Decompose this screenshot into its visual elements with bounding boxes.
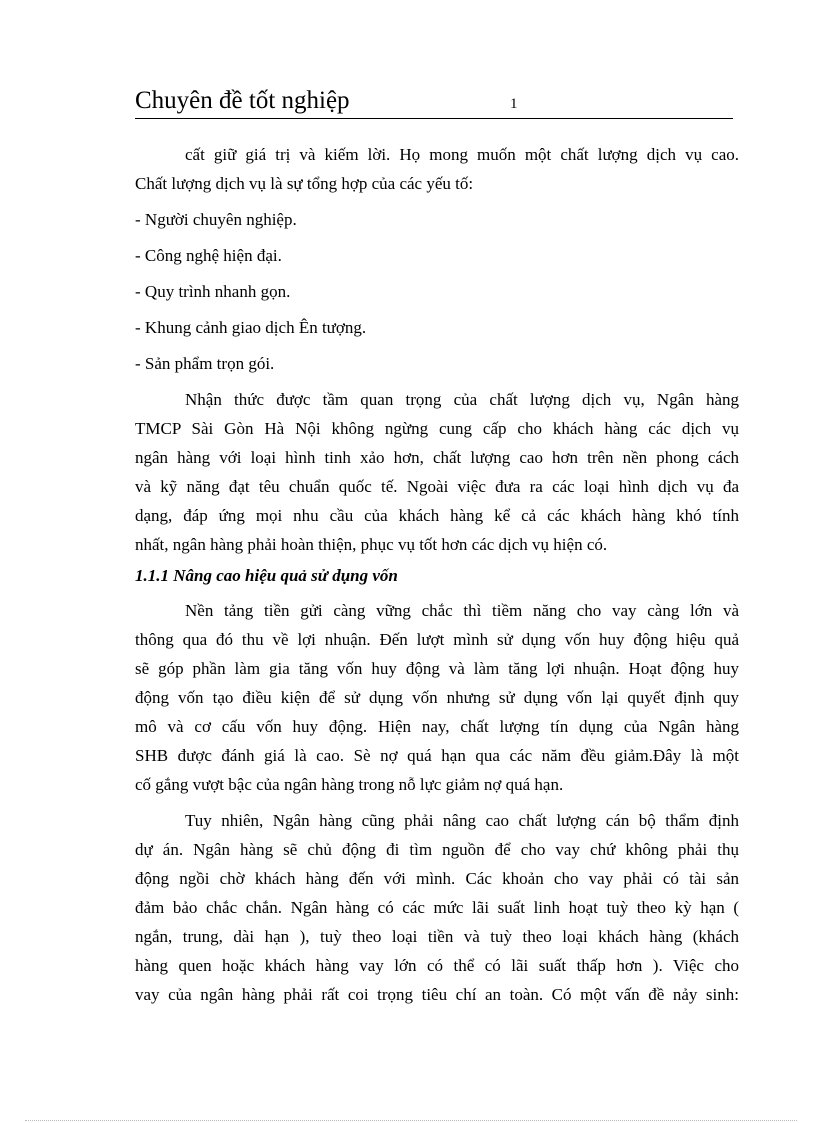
list-item: - Khung cảnh giao dịch Ên tượng. [135, 318, 367, 337]
text-line: nhất, ngân hàng phải hoàn thiện, phục vụ tốt hơn các dịch vụ hiện có. [135, 535, 608, 554]
text-line: dự án. Ngân hàng sẽ chủ động đi tìm nguồn để cho vay chứ không phải thụ [135, 840, 739, 859]
header-title: Chuyên đề tốt nghiệp [135, 87, 350, 114]
paragraph-4 [135, 806, 739, 1009]
text-line: ngắn, trung, dài hạn ), tuỳ theo loại tiền và tuỳ theo loại khách hàng (khách [135, 927, 739, 946]
text-line: Chất lượng dịch vụ là sự tổng hợp của các yếu tố: [135, 174, 474, 193]
text-line: và kỹ năng đạt têu chuẩn quốc tế. Ngoài việc đưa ra các loại hình dịch vụ đa [135, 477, 739, 496]
bullet-list [135, 205, 739, 378]
text-line: động vốn tạo điều kiện để sử dụng vốn nhưng sử dụng vốn lại quyết định quy [135, 688, 739, 707]
list-item: - Công nghệ hiện đại. [135, 246, 282, 265]
text-line: TMCP Sài Gòn Hà Nội không ngừng cung cấp cho khách hàng các dịch vụ [135, 419, 739, 438]
text-line: sẽ góp phần làm gia tăng vốn huy động và làm tăng lợi nhuận. Hoạt động huy [135, 659, 739, 678]
text-line: vay của ngân hàng phải rất coi trọng tiêu chí an toàn. Có một vấn đề nảy sinh: [135, 985, 739, 1004]
text-line: mô và cơ cấu vốn huy động. Hiện nay, chất lượng tín dụng của Ngân hàng [135, 717, 739, 736]
paragraph-1 [135, 140, 739, 198]
list-item: - Người chuyên nghiệp. [135, 210, 297, 229]
document-body [135, 140, 739, 1009]
text-line: Nền tảng tiền gửi càng vững chắc thì tiềm năng cho vay càng lớn và [185, 601, 739, 620]
page-bottom-border [25, 1120, 797, 1121]
section-heading: 1.1.1 Nâng cao hiệu quả sử dụng vốn [135, 566, 398, 585]
page-header [135, 86, 733, 119]
list-item: - Quy trình nhanh gọn. [135, 282, 291, 301]
text-line: Tuy nhiên, Ngân hàng cũng phải nâng cao chất lượng cán bộ thẩm định [185, 811, 739, 830]
text-line: SHB được đánh giá là cao. Sè nợ quá hạn qua các năm đều giảm.Đây là một [135, 746, 739, 765]
text-line: đảm bảo chắc chắn. Ngân hàng có các mức lãi suất linh hoạt tuỳ theo kỳ hạn ( [135, 898, 739, 917]
paragraph-2 [135, 385, 739, 559]
list-item: - Sản phẩm trọn gói. [135, 354, 275, 373]
text-line: Nhận thức được tầm quan trọng của chất lượng dịch vụ, Ngân hàng [185, 390, 739, 409]
text-line: dạng, đáp ứng mọi nhu cầu của khách hàng kể cả các khách hàng khó tính [135, 506, 739, 525]
paragraph-3 [135, 596, 739, 799]
text-line: cố gắng vượt bậc của ngân hàng trong nỗ lực giảm nợ quá hạn. [135, 775, 564, 794]
text-line: cất giữ giá trị và kiếm lời. Họ mong muốn một chất lượng dịch vụ cao. [185, 145, 739, 164]
text-line: thông qua đó thu về lợi nhuận. Đến lượt mình sử dụng vốn huy động hiệu quả [135, 630, 739, 649]
text-line: hàng quen hoặc khách hàng vay lớn có thể có lãi suất thấp hơn ). Việc cho [135, 956, 739, 975]
text-line: động ngồi chờ khách hàng đến với mình. Các khoản cho vay phải có tài sản [135, 869, 739, 888]
page-number: 1 [510, 96, 518, 112]
text-line: ngân hàng với loại hình tinh xảo hơn, chất lượng cao hơn trên nền phong cách [135, 448, 739, 467]
